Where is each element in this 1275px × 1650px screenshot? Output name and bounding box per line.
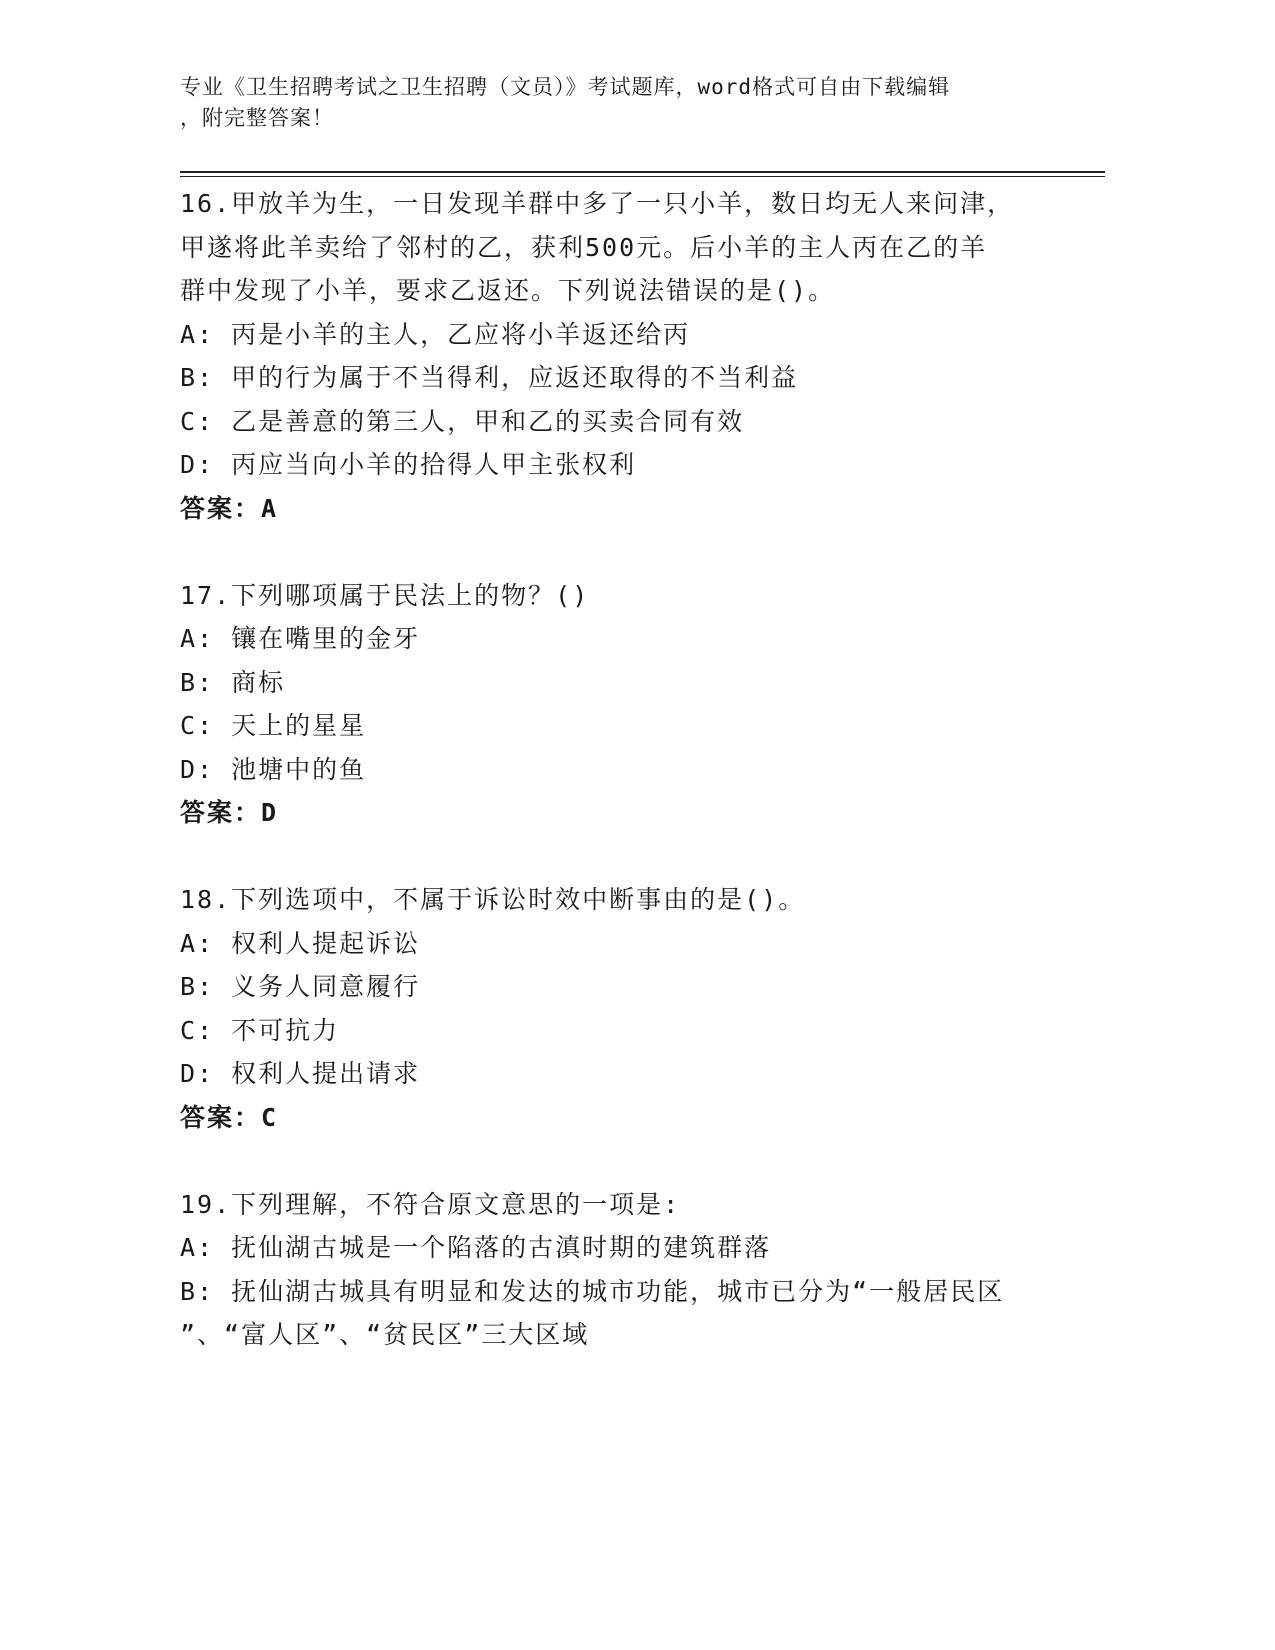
option-c: C: 乙是善意的第三人，甲和乙的买卖合同有效 — [180, 406, 745, 436]
header-line-2: ，附完整答案！ — [180, 106, 334, 130]
question-text-line: 群中发现了小羊，要求乙返还。下列说法错误的是()。 — [180, 276, 836, 305]
option-a: A: 抚仙湖古城是一个陷落的古滇时期的建筑群落 — [180, 1233, 772, 1262]
spacer — [180, 1139, 1060, 1183]
header-line-1: 专业《卫生招聘考试之卫生招聘（文员）》考试题库，word格式可自由下载编辑 — [180, 75, 951, 99]
option-c: C: 不可抗力 — [180, 1015, 340, 1045]
question-text-line: 19.下列理解，不符合原文意思的一项是: — [180, 1189, 681, 1219]
question-18 — [180, 878, 1060, 1139]
option-d: D: 池塘中的鱼 — [180, 754, 367, 784]
option-b: B: 甲的行为属于不当得利，应返还取得的不当利益 — [180, 363, 799, 392]
question-19 — [180, 1183, 1060, 1357]
answer-line: 答案：A — [180, 493, 279, 523]
spacer — [180, 835, 1060, 879]
option-c: C: 天上的星星 — [180, 711, 367, 740]
option-b: B: 抚仙湖古城具有明显和发达的城市功能，城市已分为“一般居民区 — [180, 1276, 1005, 1306]
option-d: D: 丙应当向小羊的拾得人甲主张权利 — [180, 450, 637, 479]
question-text-line: 16.甲放羊为生，一日发现羊群中多了一只小羊，数日均无人来问津， — [180, 189, 1015, 218]
question-17 — [180, 574, 1060, 835]
question-text-line: 18.下列选项中，不属于诉讼时效中断事由的是()。 — [180, 885, 806, 914]
option-a: A: 权利人提起诉讼 — [180, 928, 421, 958]
question-list — [180, 182, 1060, 1357]
answer-line: 答案：D — [180, 798, 279, 827]
option-a: A: 丙是小羊的主人，乙应将小羊返还给丙 — [180, 319, 691, 349]
header-divider-thin — [180, 176, 1105, 177]
option-b: B: 义务人同意履行 — [180, 972, 421, 1001]
header-divider-thick — [180, 171, 1105, 173]
question-text-line: 17.下列哪项属于民法上的物？() — [180, 580, 590, 610]
answer-line: 答案：C — [180, 1102, 279, 1132]
option-b-continued: ”、“富人区”、“贫民区”三大区域 — [180, 1320, 590, 1349]
document-header — [180, 72, 1040, 134]
question-16 — [180, 182, 1060, 530]
question-text-line: 甲遂将此羊卖给了邻村的乙，获利500元。后小羊的主人丙在乙的羊 — [180, 232, 988, 262]
option-a: A: 镶在嘴里的金牙 — [180, 624, 421, 653]
spacer — [180, 530, 1060, 574]
option-d: D: 权利人提出请求 — [180, 1059, 421, 1088]
option-b: B: 商标 — [180, 667, 286, 697]
